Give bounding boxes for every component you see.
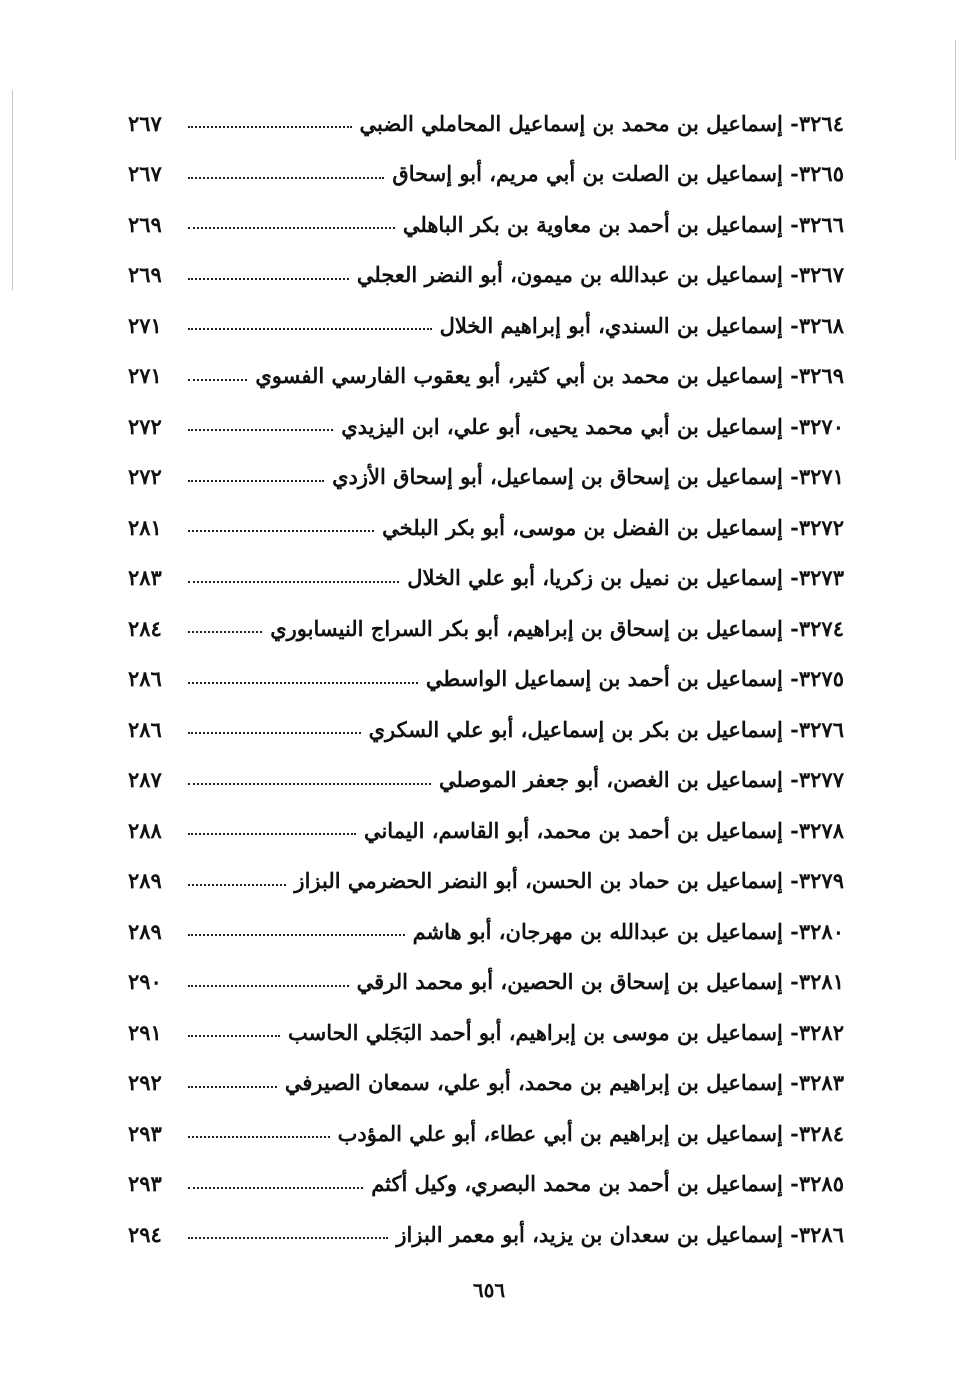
dot-leader — [188, 126, 352, 128]
entry-title: ٣٢٧٧- إسماعيل بن الغصن، أبو جعفر الموصلي — [439, 767, 844, 793]
entry-page-number: ٢٩٣ — [128, 1120, 162, 1146]
dot-leader — [188, 1187, 363, 1189]
entry-page-number: ٢٨٦ — [128, 716, 162, 742]
entry-title: ٣٢٧٩- إسماعيل بن حماد بن الحسن، أبو النضر الحضرمي البزاز — [294, 868, 844, 894]
entry-title: ٣٢٨٠- إسماعيل بن عبدالله بن مهرجان، أبو هاشم — [412, 918, 844, 944]
toc-entry — [128, 856, 844, 907]
dot-leader — [188, 278, 349, 280]
entry-title: ٣٢٦٤- إسماعيل بن محمد بن إسماعيل المحاملي الضبي — [359, 110, 844, 136]
toc-entry — [128, 1209, 844, 1260]
toc-entry — [128, 1007, 844, 1058]
dot-leader — [188, 934, 405, 936]
toc-entry — [128, 805, 844, 856]
entry-title: ٣٢٧٣- إسماعيل بن نميل بن زكريا، أبو علي الخلال — [407, 565, 844, 591]
entry-page-number: ٢٩٤ — [128, 1221, 162, 1247]
entry-title: ٣٢٦٩- إسماعيل بن محمد بن أبي كثير، أبو يعقوب الفارسي الفسوي — [255, 363, 844, 389]
toc-entry — [128, 553, 844, 604]
entry-page-number: ٢٧١ — [128, 363, 162, 389]
entry-page-number: ٢٩١ — [128, 1019, 162, 1045]
toc-entry — [128, 502, 844, 553]
entry-title: ٣٢٦٥- إسماعيل بن الصلت بن أبي مريم، أبو إسحاق — [392, 161, 844, 187]
dot-leader — [188, 581, 399, 583]
dot-leader — [188, 1035, 280, 1037]
entry-title: ٣٢٧٠- إسماعيل بن أبي محمد يحيى، أبو علي، ابن اليزيدي — [341, 413, 844, 439]
toc-entry — [128, 1108, 844, 1159]
entry-title: ٣٢٧٨- إسماعيل بن أحمد بن محمد، أبو القاسم، اليماني — [363, 817, 844, 843]
dot-leader — [188, 631, 262, 633]
entry-title: ٣٢٦٧- إسماعيل بن عبدالله بن ميمون، أبو النضر العجلي — [356, 262, 844, 288]
entry-page-number: ٢٦٧ — [128, 161, 162, 187]
entry-title: ٣٢٨٤- إسماعيل بن إبراهيم بن أبي عطاء، أبو علي المؤدب — [337, 1120, 844, 1146]
toc-entry — [128, 199, 844, 250]
toc-entry — [128, 300, 844, 351]
entry-title: ٣٢٧٤- إسماعيل بن إسحاق بن إبراهيم، أبو بكر السراج النيسابوري — [270, 615, 844, 641]
dot-leader — [188, 732, 361, 734]
dot-leader — [188, 429, 333, 431]
toc-entry — [128, 452, 844, 503]
entry-title: ٣٢٧١- إسماعيل بن إسحاق بن إسماعيل، أبو إسحاق الأزدي — [332, 464, 844, 490]
toc-entry — [128, 654, 844, 705]
entry-page-number: ٢٨١ — [128, 514, 162, 540]
dot-leader — [188, 833, 356, 835]
entry-page-number: ٢٦٩ — [128, 262, 162, 288]
entry-page-number: ٢٦٧ — [128, 110, 162, 136]
entry-page-number: ٢٩٠ — [128, 969, 162, 995]
dot-leader — [188, 985, 349, 987]
entry-title: ٣٢٨٣- إسماعيل بن إبراهيم بن محمد، أبو علي، سمعان الصيرفي — [284, 1070, 844, 1096]
toc-entry — [128, 957, 844, 1008]
entry-page-number: ٢٨٧ — [128, 767, 162, 793]
entry-page-number: ٢٧١ — [128, 312, 162, 338]
entry-page-number: ٢٨٣ — [128, 565, 162, 591]
toc-entry — [128, 250, 844, 301]
dot-leader — [188, 783, 431, 785]
entry-page-number: ٢٨٦ — [128, 666, 162, 692]
entry-page-number: ٢٩٢ — [128, 1070, 162, 1096]
dot-leader — [188, 1086, 277, 1088]
entry-title: ٣٢٧٦- إسماعيل بن بكر بن إسماعيل، أبو علي السكري — [368, 716, 844, 742]
dot-leader — [188, 884, 286, 886]
toc-entry — [128, 401, 844, 452]
dot-leader — [188, 227, 395, 229]
toc-entry — [128, 351, 844, 402]
entry-title: ٣٢٨١- إسماعيل بن إسحاق بن الحصين، أبو محمد الرقي — [356, 969, 844, 995]
entry-title: ٣٢٦٨- إسماعيل بن السندي، أبو إبراهيم الخلال — [439, 312, 844, 338]
dot-leader — [188, 379, 247, 381]
toc-entry — [128, 1058, 844, 1109]
entry-title: ٣٢٨٦- إسماعيل بن سعدان بن يزيد، أبو معمر البزاز — [396, 1221, 844, 1247]
entry-title: ٣٢٨٢- إسماعيل بن موسى بن إبراهيم، أبو أحمد البَجَلي الحاسب — [288, 1019, 844, 1045]
entry-title: ٣٢٧٥- إسماعيل بن أحمد بن إسماعيل الواسطي — [425, 666, 844, 692]
toc-entry — [128, 603, 844, 654]
dot-leader — [188, 530, 374, 532]
table-of-contents — [128, 98, 844, 1260]
entry-page-number: ٢٧٢ — [128, 413, 162, 439]
toc-entry — [128, 704, 844, 755]
entry-page-number: ٢٩٣ — [128, 1171, 162, 1197]
dot-leader — [188, 1237, 388, 1239]
page-number: ٦٥٦ — [472, 1278, 506, 1302]
dot-leader — [188, 177, 384, 179]
entry-title: ٣٢٦٦- إسماعيل بن أحمد بن معاوية بن بكر الباهلي — [402, 211, 844, 237]
entry-title: ٣٢٧٢- إسماعيل بن الفضل بن موسى، أبو بكر البلخي — [382, 514, 844, 540]
scan-edge-right — [955, 40, 956, 160]
dot-leader — [188, 1136, 330, 1138]
toc-entry — [128, 755, 844, 806]
entry-page-number: ٢٧٢ — [128, 464, 162, 490]
entry-page-number: ٢٨٨ — [128, 817, 162, 843]
toc-entry — [128, 149, 844, 200]
scan-edge-left — [12, 90, 13, 290]
entry-page-number: ٢٨٩ — [128, 868, 162, 894]
toc-entry — [128, 1159, 844, 1210]
entry-page-number: ٢٦٩ — [128, 211, 162, 237]
toc-entry — [128, 98, 844, 149]
dot-leader — [188, 682, 418, 684]
toc-entry — [128, 906, 844, 957]
entry-page-number: ٢٨٤ — [128, 615, 162, 641]
entry-page-number: ٢٨٩ — [128, 918, 162, 944]
dot-leader — [188, 480, 324, 482]
entry-title: ٣٢٨٥- إسماعيل بن أحمد بن محمد البصري، وكيل أكثم — [371, 1171, 844, 1197]
dot-leader — [188, 328, 432, 330]
